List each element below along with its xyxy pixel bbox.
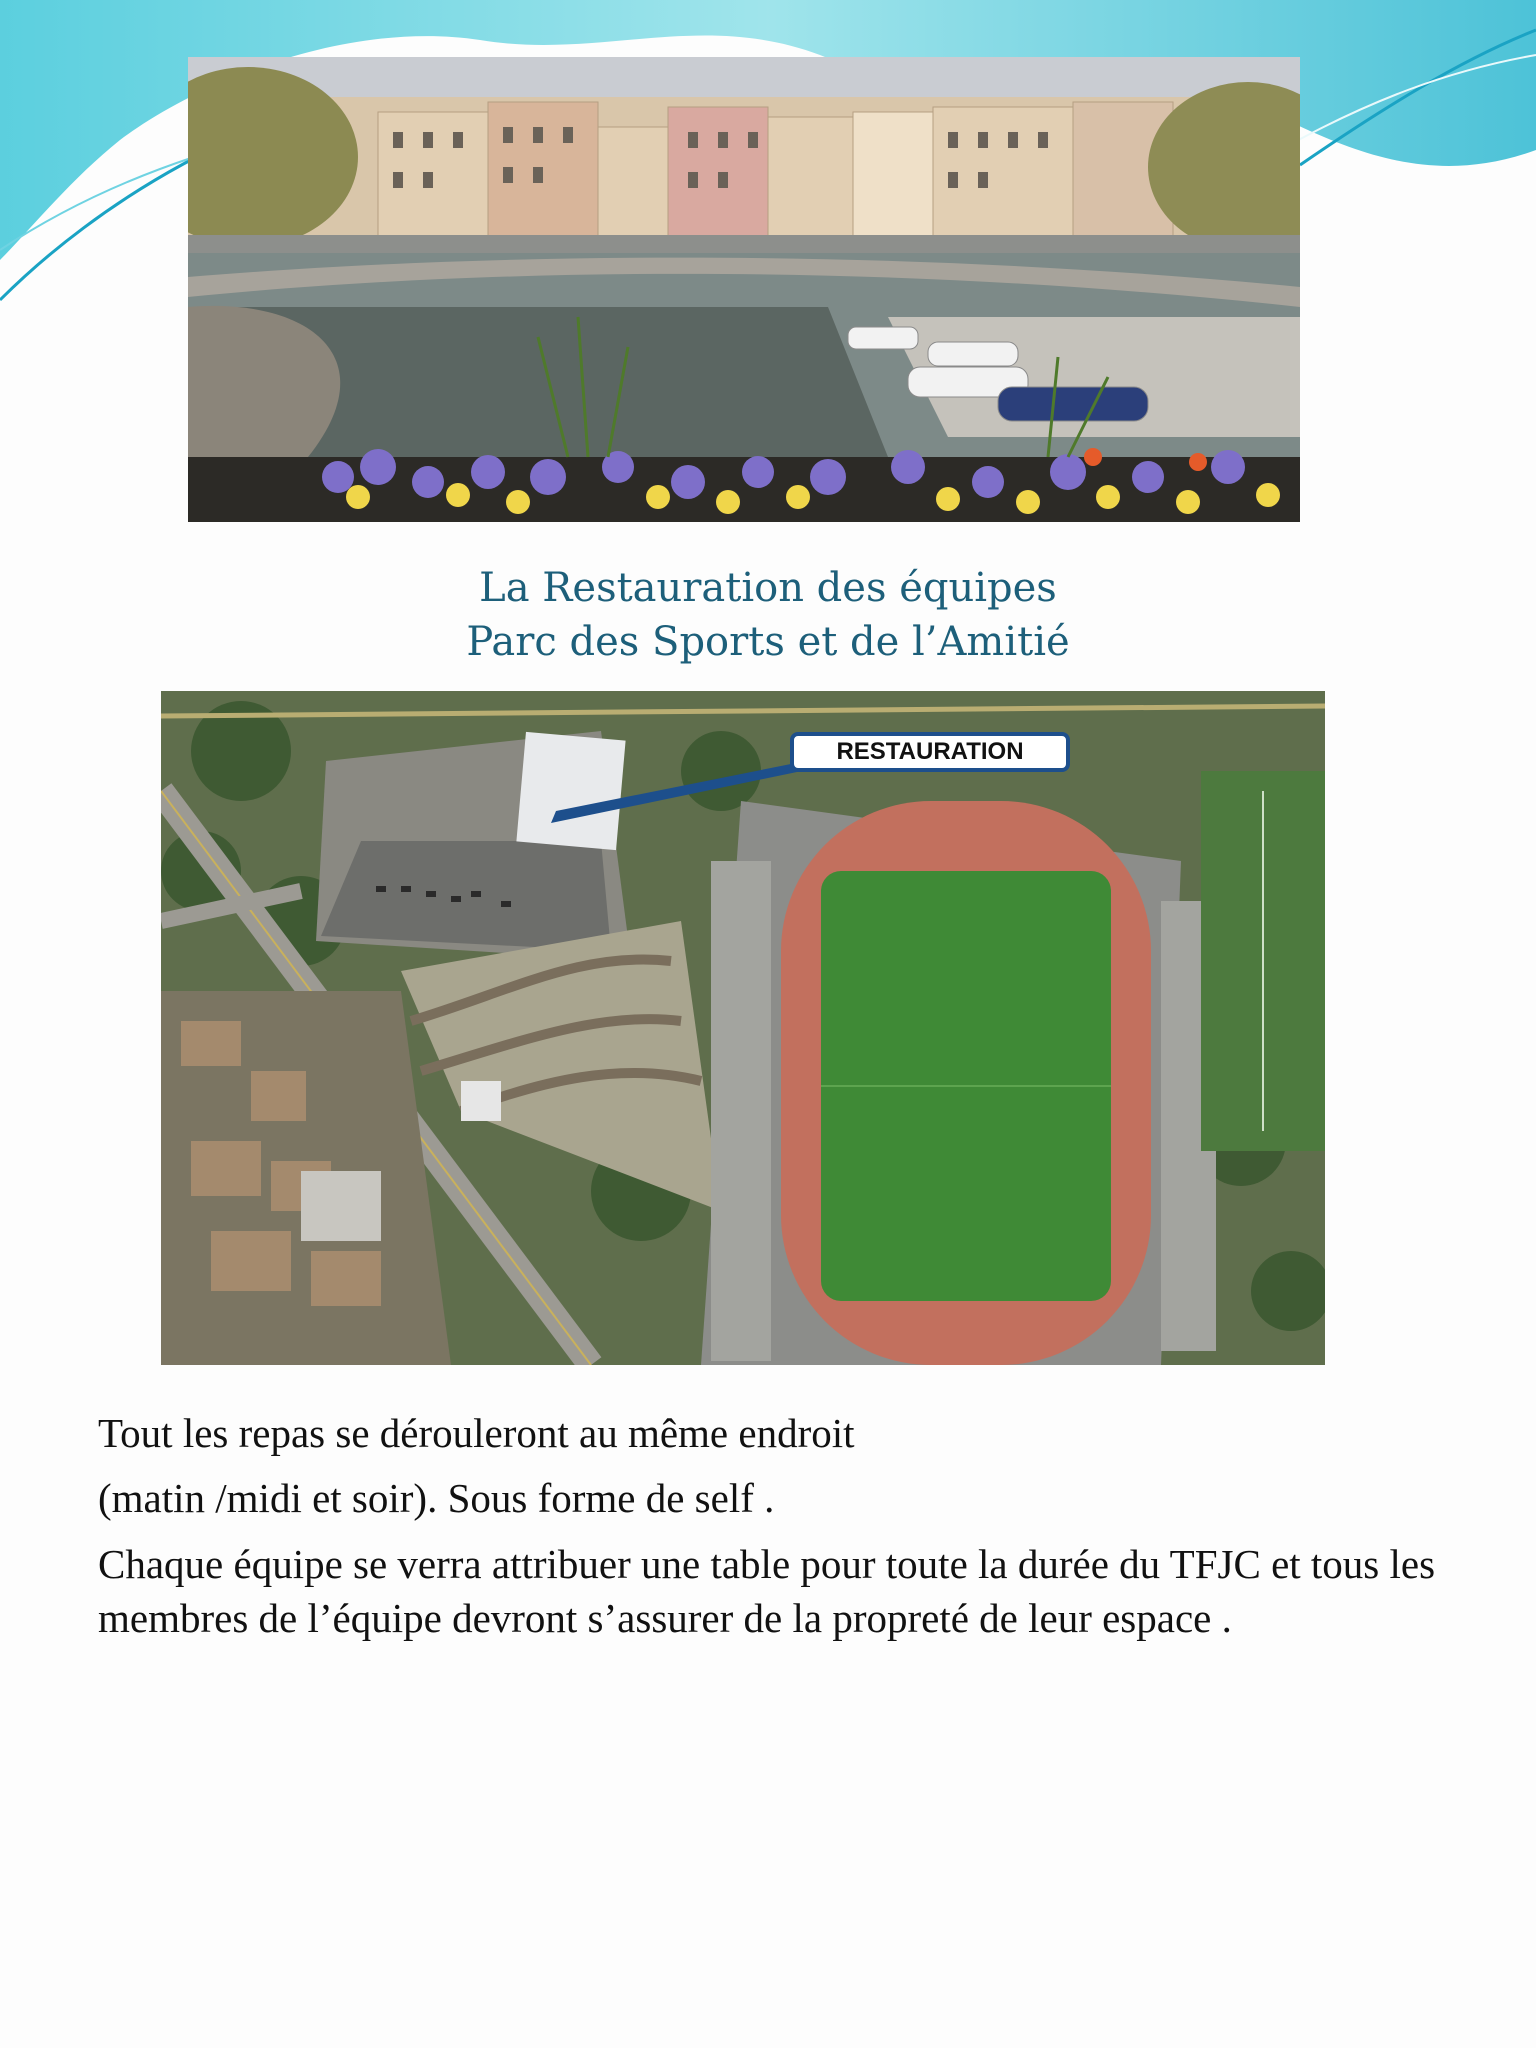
paragraph-2: (matin /midi et soir). Sous forme de self . — [98, 1475, 775, 1521]
stadium-aerial-map — [161, 691, 1325, 1365]
canal-town-photo — [188, 57, 1300, 522]
restauration-callout: RESTAURATION — [790, 732, 1070, 772]
paragraph-1: Tout les repas se dérouleront au même endroit — [98, 1410, 855, 1456]
paragraph-3: Chaque équipe se verra attribuer une table pour toute la durée du TFJC et tous les membres de l’équipe devront s’assurer de la propreté de leur espace . — [98, 1541, 1436, 1641]
slide-title-line2: Parc des Sports et de l’Amitié — [466, 619, 1070, 665]
slide-title-line1: La Restauration des équipes — [479, 565, 1057, 611]
